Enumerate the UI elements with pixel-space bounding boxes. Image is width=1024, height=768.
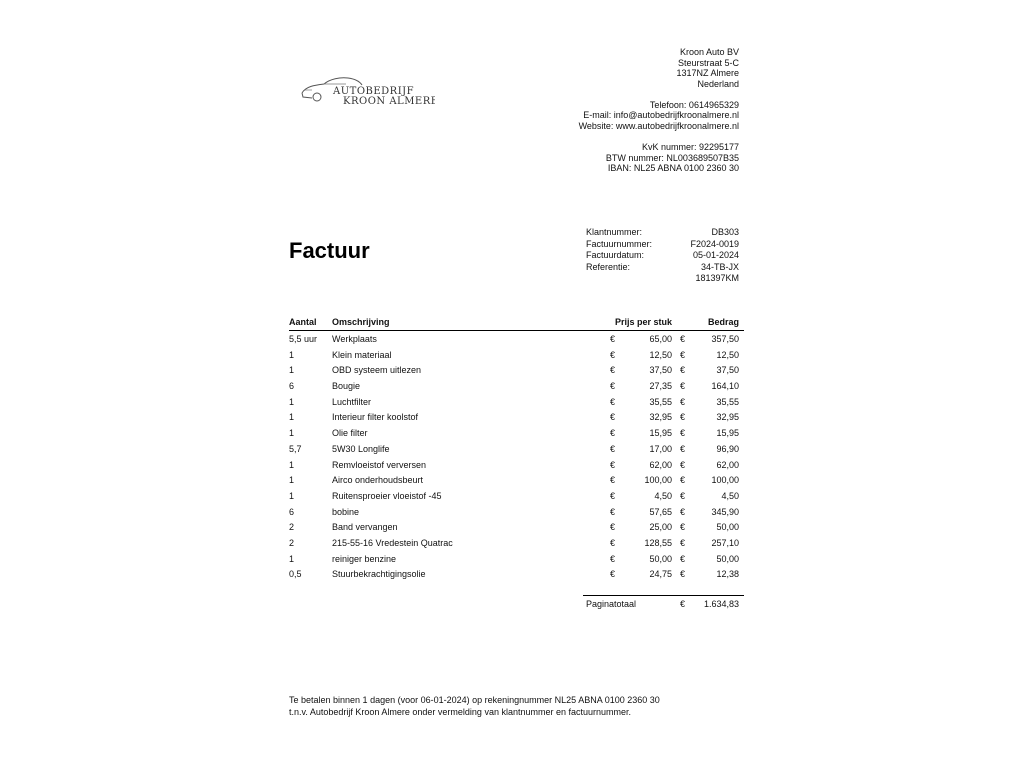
cell-description: Interieur filter koolstof: [332, 412, 419, 423]
cell-currency: €: [610, 381, 616, 392]
table-row: [289, 378, 744, 394]
table-row: [289, 409, 744, 425]
cell-description: reiniger benzine: [332, 553, 397, 564]
cell-qty: 1: [289, 396, 295, 407]
cell-currency: €: [610, 553, 616, 564]
table-row: [289, 441, 744, 457]
payment-note-line2: t.n.v. Autobedrijf Kroon Almere onder vermelding van klantnummer en factuurnummer.: [289, 707, 632, 718]
cell-amount: 32,95: [716, 412, 739, 423]
cell-currency: €: [610, 459, 616, 470]
table-row: [289, 519, 744, 535]
cell-amount: 257,10: [711, 537, 739, 548]
page-title: Factuur: [289, 238, 370, 263]
company-info: [579, 47, 739, 174]
cell-currency: €: [680, 365, 686, 376]
total-label: Paginatotaal: [586, 599, 637, 609]
cell-currency: €: [610, 490, 616, 501]
cell-currency: €: [680, 475, 686, 486]
invoice-meta: [586, 227, 739, 284]
cell-currency: €: [680, 459, 686, 470]
meta-label: Factuurdatum:: [586, 250, 645, 261]
table-row: [289, 551, 744, 567]
table-row: [289, 535, 744, 551]
cell-unit-price: 57,65: [649, 506, 672, 517]
cell-currency: €: [680, 334, 686, 344]
logo-line2: KROON ALMERE: [343, 96, 435, 107]
cell-currency: €: [610, 443, 616, 454]
meta-row: [586, 250, 739, 262]
cell-unit-price: 24,75: [649, 569, 672, 580]
cell-unit-price: 32,95: [649, 412, 672, 423]
payment-note: [289, 694, 660, 718]
cell-description: Luchtfilter: [332, 396, 372, 407]
header-amount: Bedrag: [707, 317, 739, 327]
company-btw: BTW nummer: NL003689507B35: [605, 152, 739, 163]
cell-unit-price: 128,55: [644, 537, 672, 548]
cell-currency: €: [680, 381, 686, 392]
cell-currency: €: [610, 475, 616, 486]
logo-line1: AUTOBEDRIJF: [333, 86, 415, 97]
table-row: [289, 472, 744, 488]
table-header: [289, 316, 744, 331]
cell-description: Klein materiaal: [332, 349, 392, 360]
invoice-table: [289, 316, 744, 582]
meta-row: [586, 227, 739, 239]
cell-description: 215-55-16 Vredestein Quatrac: [332, 537, 453, 548]
cell-currency: €: [680, 412, 686, 423]
cell-unit-price: 4,50: [654, 490, 672, 501]
cell-currency: €: [680, 443, 686, 454]
cell-description: Band vervangen: [332, 522, 398, 533]
cell-qty: 1: [289, 349, 295, 360]
cell-currency: €: [610, 334, 616, 344]
cell-amount: 12,50: [716, 349, 739, 360]
cell-unit-price: 25,00: [649, 522, 672, 533]
cell-qty: 6: [289, 381, 295, 392]
cell-amount: 4,50: [721, 490, 739, 501]
cell-currency: €: [680, 349, 686, 360]
cell-qty: 0,5: [289, 569, 302, 580]
table-row: [289, 347, 744, 363]
meta-mileage: 181397KM: [695, 273, 739, 284]
cell-unit-price: 65,00: [649, 334, 672, 344]
cell-currency: €: [680, 569, 686, 580]
cell-qty: 5,7: [289, 443, 302, 454]
table-row: [289, 362, 744, 378]
cell-amount: 50,00: [716, 522, 739, 533]
table-row: [289, 504, 744, 520]
cell-description: Ruitensproeier vloeistof -45: [332, 490, 442, 501]
header-price: Prijs per stuk: [614, 317, 672, 327]
cell-qty: 6: [289, 506, 295, 517]
meta-row: [586, 262, 739, 274]
cell-currency: €: [610, 349, 616, 360]
cell-currency: €: [610, 412, 616, 423]
company-iban: IBAN: NL25 ABNA 0100 2360 30: [607, 163, 739, 174]
cell-unit-price: 15,95: [649, 428, 672, 439]
cell-currency: €: [610, 506, 616, 517]
cell-currency: €: [610, 396, 616, 407]
cell-unit-price: 12,50: [649, 349, 672, 360]
cell-currency: €: [610, 365, 616, 376]
cell-description: Airco onderhoudsbeurt: [332, 475, 424, 486]
meta-value: 05-01-2024: [692, 250, 739, 261]
table-row: [289, 488, 744, 504]
cell-currency: €: [680, 553, 686, 564]
meta-label: Factuurnummer:: [586, 238, 653, 249]
cell-qty: 5,5 uur: [289, 334, 318, 344]
meta-row: [586, 239, 739, 251]
cell-unit-price: 35,55: [649, 396, 672, 407]
cell-qty: 1: [289, 365, 295, 376]
cell-unit-price: 50,00: [649, 553, 672, 564]
cell-currency: €: [610, 428, 616, 439]
cell-amount: 357,50: [711, 334, 739, 344]
company-logo: [300, 73, 435, 109]
total-amount: 1.634,83: [703, 599, 739, 609]
cell-qty: 1: [289, 490, 295, 501]
cell-amount: 345,90: [711, 506, 739, 517]
cell-amount: 50,00: [716, 553, 739, 564]
header-qty: Aantal: [289, 317, 317, 327]
company-country: Nederland: [697, 78, 739, 89]
company-kvk: KvK nummer: 92295177: [641, 142, 739, 153]
cell-qty: 1: [289, 475, 295, 486]
cell-unit-price: 62,00: [649, 459, 672, 470]
cell-currency: €: [610, 537, 616, 548]
table-body: [289, 331, 744, 582]
cell-amount: 62,00: [716, 459, 739, 470]
cell-unit-price: 27,35: [649, 381, 672, 392]
company-website: Website: www.autobedrijfkroonalmere.nl: [578, 121, 739, 132]
cell-description: 5W30 Longlife: [332, 443, 390, 454]
cell-unit-price: 100,00: [644, 475, 672, 486]
cell-currency: €: [680, 537, 686, 548]
cell-description: Werkplaats: [332, 334, 377, 344]
cell-description: Remvloeistof verversen: [332, 459, 427, 470]
table-row: [289, 425, 744, 441]
cell-description: OBD systeem uitlezen: [332, 365, 422, 376]
cell-qty: 2: [289, 537, 295, 548]
cell-qty: 1: [289, 459, 295, 470]
header-desc: Omschrijving: [332, 317, 390, 327]
meta-label: Klantnummer:: [586, 227, 643, 237]
cell-description: bobine: [332, 506, 360, 517]
cell-qty: 2: [289, 522, 295, 533]
cell-description: Stuurbekrachtigingsolie: [332, 569, 426, 580]
company-phone: Telefoon: 0614965329: [649, 99, 739, 110]
cell-amount: 37,50: [716, 365, 739, 376]
meta-value: 34-TB-JX: [700, 261, 739, 272]
cell-qty: 1: [289, 412, 295, 423]
cell-description: Olie filter: [332, 428, 368, 439]
cell-unit-price: 37,50: [649, 365, 672, 376]
meta-value: DB303: [711, 227, 739, 237]
company-street: Steurstraat 5-C: [677, 57, 739, 68]
cell-unit-price: 17,00: [649, 443, 672, 454]
meta-value: F2024-0019: [690, 238, 739, 249]
cell-currency: €: [680, 396, 686, 407]
page-total: [583, 595, 744, 612]
cell-description: Bougie: [332, 381, 361, 392]
company-city: 1317NZ Almere: [676, 68, 739, 79]
cell-currency: €: [610, 569, 616, 580]
cell-amount: 164,10: [711, 381, 739, 392]
company-name: Kroon Auto BV: [679, 47, 739, 57]
cell-currency: €: [680, 522, 686, 533]
cell-amount: 96,90: [716, 443, 739, 454]
payment-note-line1: Te betalen binnen 1 dagen (voor 06-01-2024) op rekeningnummer NL25 ABNA 0100 2360 30: [289, 695, 660, 705]
cell-currency: €: [680, 428, 686, 439]
table-row: [289, 394, 744, 410]
cell-qty: 1: [289, 428, 295, 439]
total-currency: €: [680, 599, 686, 609]
cell-qty: 1: [289, 553, 295, 564]
table-row: [289, 331, 744, 347]
table-row: [289, 566, 744, 582]
cell-currency: €: [680, 490, 686, 501]
car-logo-icon: [300, 73, 435, 109]
meta-label: Referentie:: [586, 261, 631, 272]
cell-currency: €: [680, 506, 686, 517]
company-email: E-mail: info@autobedrijfkroonalmere.nl: [583, 110, 739, 121]
cell-amount: 15,95: [716, 428, 739, 439]
cell-amount: 12,38: [716, 569, 739, 580]
cell-amount: 100,00: [711, 475, 739, 486]
table-row: [289, 457, 744, 473]
cell-currency: €: [610, 522, 616, 533]
cell-amount: 35,55: [716, 396, 739, 407]
